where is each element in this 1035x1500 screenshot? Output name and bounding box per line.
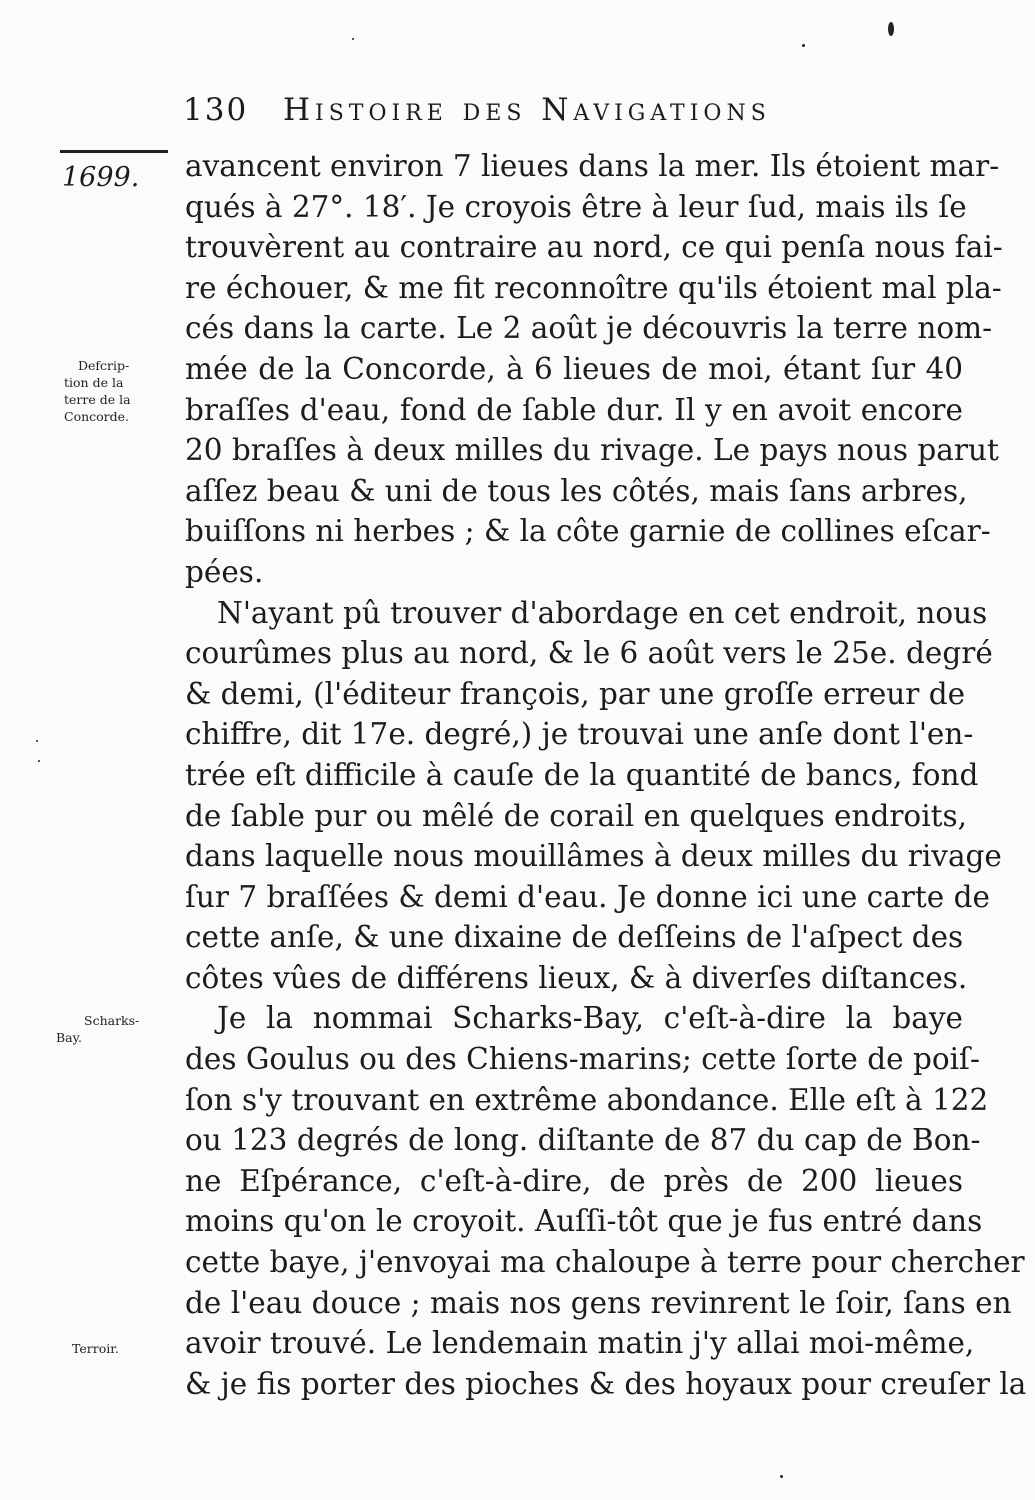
ink-speck — [38, 760, 40, 762]
margin-year: 1699. — [62, 162, 140, 193]
text-line: cette anſe, & une dixaine de deſſeins de l'aſpect des — [185, 920, 964, 955]
margin-note-line: tion de la — [64, 375, 124, 390]
text-line: braſſes d'eau, fond de ſable dur. Il y en avoit encore — [185, 392, 963, 427]
margin-note-description — [64, 357, 174, 425]
text-line: des Goulus ou des Chiens-marins; cette ſorte de poiſ- — [185, 1042, 980, 1077]
text-line: trée eſt difficile à cauſe de la quantité de bancs, fond — [185, 757, 979, 792]
text-line: cette baye, j'envoyai ma chaloupe à terre pour chercher — [185, 1245, 1025, 1280]
page-number: 130 — [183, 92, 249, 128]
margin-note-line: Defcrip- — [78, 358, 130, 373]
text-line: côtes vûes de différens lieux, & à diverſes diſtances. — [185, 960, 968, 995]
ink-speck — [888, 22, 894, 36]
text-line: N'ayant pû trouver d'abordage en cet endroit, nous — [217, 595, 988, 630]
margin-note-scharks — [56, 1012, 166, 1046]
running-title: Histoire des Navigations — [283, 92, 771, 128]
text-line: re échouer, & me fit reconnoître qu'ils étoient mal pla- — [185, 270, 1002, 305]
text-line: de ſable pur ou mêlé de corail en quelques endroits, — [185, 798, 967, 833]
text-line: ſur 7 braſſées & demi d'eau. Je donne ici une carte de — [185, 879, 990, 914]
running-header — [183, 92, 973, 132]
ink-speck — [780, 1475, 783, 1478]
ink-speck — [352, 38, 354, 40]
text-line: avoir trouvé. Le lendemain matin j'y allai moi-même, — [185, 1326, 975, 1361]
text-line: ſon s'y trouvant en extrême abondance. Elle eſt à 122 — [185, 1082, 989, 1117]
text-line: ou 123 degrés de long. diſtante de 87 du cap de Bon- — [185, 1123, 981, 1158]
text-line: chiffre, dit 17e. degré,) je trouvai une anſe dont l'en- — [185, 717, 974, 752]
margin-note-line: Terroir. — [72, 1341, 119, 1356]
body-text — [185, 146, 1027, 1404]
text-line: courûmes plus au nord, & le 6 août vers le 25e. degré — [185, 636, 993, 671]
ink-speck — [802, 44, 805, 47]
text-line: de l'eau douce ; mais nos gens revinrent le ſoir, ſans en — [185, 1285, 1012, 1320]
text-line: buiſſons ni herbes ; & la côte garnie de collines eſcar- — [185, 514, 991, 549]
header-rule — [60, 150, 168, 153]
text-line: 20 braſſes à deux milles du rivage. Le pays nous parut — [185, 433, 999, 468]
margin-note-line: Bay. — [56, 1030, 83, 1045]
text-line: & demi, (l'éditeur françois, par une groſſe erreur de — [185, 676, 966, 711]
text-line: Je la nommai Scharks-Bay, c'eſt-à-dire la baye — [217, 1001, 963, 1036]
text-line: ne Eſpérance, c'eſt-à-dire, de près de 200 lieues — [185, 1163, 963, 1198]
margin-note-line: Concorde. — [64, 409, 130, 424]
text-line: qués à 27°. 18′. Je croyois être à leur ſud, mais ils ſe — [185, 189, 967, 224]
margin-note-line: terre de la — [64, 392, 131, 407]
text-line: avancent environ 7 lieues dans la mer. Ils étoient mar- — [185, 149, 1000, 183]
text-line: aſſez beau & uni de tous les côtés, mais ſans arbres, — [185, 473, 968, 508]
text-line: dans laquelle nous mouillâmes à deux milles du rivage — [185, 839, 1002, 874]
text-line: moins qu'on le croyoit. Auſſi-tôt que je fus entré dans — [185, 1204, 983, 1239]
text-line: trouvèrent au contraire au nord, ce qui penſa nous fai- — [185, 230, 1003, 265]
text-line: pées. — [185, 554, 264, 589]
text-line: mée de la Concorde, à 6 lieues de moi, étant ſur 40 — [185, 351, 963, 386]
ink-speck — [36, 740, 38, 742]
margin-note-terroir — [72, 1340, 172, 1357]
margin-note-line: Scharks- — [84, 1013, 140, 1028]
text-line: cés dans la carte. Le 2 août je découvris la terre nom- — [185, 311, 993, 346]
text-line: & je fis porter des pioches & des hoyaux pour creuſer la — [185, 1366, 1027, 1401]
